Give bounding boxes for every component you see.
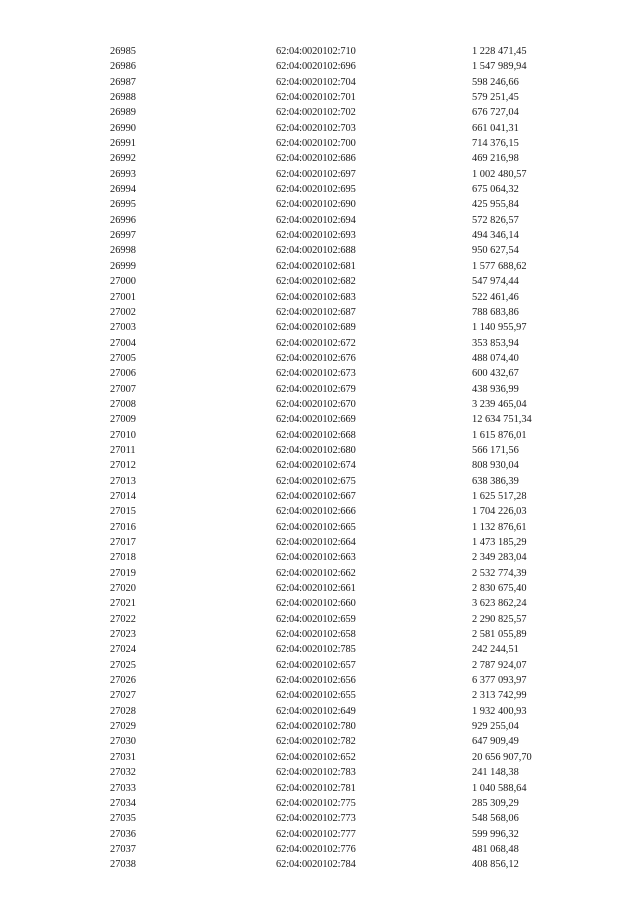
- cadastral-value-table: [110, 44, 580, 873]
- table-row: [110, 704, 580, 719]
- cadastral-value: 1 473 185,29: [472, 537, 527, 548]
- cadastral-value: 579 251,45: [472, 92, 519, 104]
- table-row: [110, 443, 580, 458]
- row-number: 26987: [110, 76, 136, 88]
- table-row: [110, 228, 580, 243]
- row-number: 26997: [110, 230, 136, 242]
- table-row: [110, 44, 580, 59]
- table-row: [110, 259, 580, 274]
- cadastral-number: 62:04:0020102:672: [276, 337, 356, 349]
- cadastral-number: 62:04:0020102:661: [276, 583, 356, 595]
- cadastral-value: 647 909,49: [472, 736, 519, 748]
- row-number: 27016: [110, 521, 136, 533]
- cadastral-number: 62:04:0020102:669: [276, 414, 356, 426]
- cadastral-number: 62:04:0020102:700: [276, 138, 356, 150]
- row-number: 26992: [110, 153, 136, 165]
- row-number: 27026: [110, 675, 136, 687]
- row-number: 27036: [110, 828, 136, 840]
- cadastral-value: 2 313 742,99: [472, 690, 527, 702]
- cadastral-number: 62:04:0020102:780: [276, 721, 356, 733]
- cadastral-number: 62:04:0020102:777: [276, 828, 356, 840]
- row-number: 27000: [110, 276, 136, 288]
- row-number: 27027: [110, 690, 136, 702]
- cadastral-value: 788 683,86: [472, 306, 519, 318]
- row-number: 26991: [110, 138, 136, 150]
- cadastral-value: 1 547 989,94: [472, 61, 527, 73]
- row-number: 27030: [110, 736, 136, 748]
- cadastral-value: 20 656 907,70: [472, 751, 532, 763]
- cadastral-number: 62:04:0020102:681: [276, 260, 356, 272]
- cadastral-number: 62:04:0020102:668: [276, 429, 356, 441]
- row-number: 27008: [110, 398, 136, 410]
- cadastral-number: 62:04:0020102:666: [276, 506, 356, 518]
- cadastral-value: 438 936,99: [472, 383, 519, 395]
- table-row: [110, 642, 580, 657]
- table-row: [110, 827, 580, 842]
- cadastral-value: 950 627,54: [472, 245, 519, 257]
- cadastral-number: 62:04:0020102:649: [276, 705, 356, 717]
- cadastral-value: 1 625 517,28: [472, 490, 527, 502]
- table-row: [110, 428, 580, 443]
- table-row: [110, 796, 580, 811]
- table-row: [110, 688, 580, 703]
- cadastral-number: 62:04:0020102:784: [276, 859, 356, 871]
- row-number: 26995: [110, 199, 136, 211]
- cadastral-number: 62:04:0020102:667: [276, 490, 356, 502]
- row-number: 27022: [110, 613, 136, 625]
- cadastral-value: 494 346,14: [472, 230, 519, 242]
- cadastral-value: 3 239 465,04: [472, 398, 527, 410]
- table-row: [110, 781, 580, 796]
- cadastral-value: 353 853,94: [472, 337, 519, 349]
- cadastral-number: 62:04:0020102:781: [276, 782, 356, 794]
- row-number: 27007: [110, 383, 136, 395]
- row-number: 26996: [110, 214, 136, 226]
- row-number: 27032: [110, 767, 136, 779]
- cadastral-value: 599 996,32: [472, 828, 519, 840]
- cadastral-value: 469 216,98: [472, 153, 519, 165]
- cadastral-value: 242 244,51: [472, 644, 519, 656]
- cadastral-value: 661 041,31: [472, 122, 519, 134]
- table-row: [110, 627, 580, 642]
- row-number: 27037: [110, 843, 136, 855]
- row-number: 27021: [110, 598, 136, 610]
- cadastral-number: 62:04:0020102:670: [276, 398, 356, 410]
- cadastral-number: 62:04:0020102:659: [276, 613, 356, 625]
- cadastral-number: 62:04:0020102:665: [276, 521, 356, 533]
- table-row: [110, 612, 580, 627]
- cadastral-value: 2 787 924,07: [472, 659, 527, 671]
- row-number: 26994: [110, 184, 136, 196]
- cadastral-value: 929 255,04: [472, 721, 519, 733]
- cadastral-value: 1 228 471,45: [472, 46, 527, 57]
- cadastral-value: 598 246,66: [472, 76, 519, 88]
- table-row: [110, 504, 580, 519]
- row-number: 27020: [110, 583, 136, 595]
- row-number: 26990: [110, 122, 136, 134]
- row-number: 27031: [110, 751, 136, 763]
- cadastral-value: 1 615 876,01: [472, 429, 527, 441]
- cadastral-value: 3 623 862,24: [472, 598, 527, 610]
- table-row: [110, 366, 580, 381]
- cadastral-value: 285 309,29: [472, 797, 519, 809]
- cadastral-number: 62:04:0020102:775: [276, 797, 356, 809]
- row-number: 27001: [110, 291, 136, 303]
- row-number: 26999: [110, 260, 136, 272]
- cadastral-number: 62:04:0020102:673: [276, 368, 356, 380]
- table-row: [110, 750, 580, 765]
- cadastral-number: 62:04:0020102:690: [276, 199, 356, 211]
- table-row: [110, 59, 580, 74]
- cadastral-value: 1 932 400,93: [472, 705, 527, 717]
- row-number: 27010: [110, 429, 136, 441]
- cadastral-number: 62:04:0020102:703: [276, 122, 356, 134]
- cadastral-number: 62:04:0020102:652: [276, 751, 356, 763]
- row-number: 27029: [110, 721, 136, 733]
- row-number: 27006: [110, 368, 136, 380]
- table-row: [110, 397, 580, 412]
- cadastral-number: 62:04:0020102:782: [276, 736, 356, 748]
- row-number: 27004: [110, 337, 136, 349]
- cadastral-number: 62:04:0020102:773: [276, 813, 356, 825]
- table-row: [110, 596, 580, 611]
- cadastral-value: 425 955,84: [472, 199, 519, 211]
- table-row: [110, 351, 580, 366]
- cadastral-value: 2 532 774,39: [472, 567, 527, 579]
- table-row: [110, 105, 580, 120]
- table-row: [110, 842, 580, 857]
- table-row: [110, 274, 580, 289]
- table-row: [110, 305, 580, 320]
- table-row: [110, 320, 580, 335]
- row-number: 27013: [110, 475, 136, 487]
- cadastral-value: 6 377 093,97: [472, 675, 527, 687]
- table-row: [110, 382, 580, 397]
- table-row: [110, 658, 580, 673]
- row-number: 27023: [110, 629, 136, 641]
- table-row: [110, 75, 580, 90]
- table-row: [110, 243, 580, 258]
- table-row: [110, 458, 580, 473]
- row-number: 26989: [110, 107, 136, 119]
- cadastral-number: 62:04:0020102:689: [276, 322, 356, 334]
- row-number: 27002: [110, 306, 136, 318]
- table-row: [110, 520, 580, 535]
- row-number: 26985: [110, 46, 136, 57]
- table-row: [110, 673, 580, 688]
- cadastral-number: 62:04:0020102:663: [276, 552, 356, 564]
- row-number: 27034: [110, 797, 136, 809]
- cadastral-number: 62:04:0020102:664: [276, 537, 356, 548]
- cadastral-number: 62:04:0020102:704: [276, 76, 356, 88]
- row-number: 27019: [110, 567, 136, 579]
- row-number: 27038: [110, 859, 136, 871]
- cadastral-number: 62:04:0020102:657: [276, 659, 356, 671]
- row-number: 26988: [110, 92, 136, 104]
- cadastral-value: 548 568,06: [472, 813, 519, 825]
- cadastral-number: 62:04:0020102:679: [276, 383, 356, 395]
- cadastral-number: 62:04:0020102:696: [276, 61, 356, 73]
- cadastral-value: 676 727,04: [472, 107, 519, 119]
- cadastral-number: 62:04:0020102:783: [276, 767, 356, 779]
- table-row: [110, 566, 580, 581]
- cadastral-number: 62:04:0020102:695: [276, 184, 356, 196]
- row-number: 26993: [110, 168, 136, 180]
- table-row: [110, 290, 580, 305]
- cadastral-value: 547 974,44: [472, 276, 519, 288]
- table-row: [110, 474, 580, 489]
- table-row: [110, 811, 580, 826]
- row-number: 27018: [110, 552, 136, 564]
- cadastral-number: 62:04:0020102:676: [276, 352, 356, 364]
- cadastral-value: 12 634 751,34: [472, 414, 532, 426]
- cadastral-number: 62:04:0020102:655: [276, 690, 356, 702]
- cadastral-value: 2 830 675,40: [472, 583, 527, 595]
- cadastral-number: 62:04:0020102:710: [276, 46, 356, 57]
- cadastral-number: 62:04:0020102:693: [276, 230, 356, 242]
- row-number: 27012: [110, 460, 136, 472]
- table-row: [110, 336, 580, 351]
- cadastral-number: 62:04:0020102:702: [276, 107, 356, 119]
- row-number: 27003: [110, 322, 136, 334]
- cadastral-value: 675 064,32: [472, 184, 519, 196]
- cadastral-value: 566 171,56: [472, 444, 519, 456]
- cadastral-value: 481 068,48: [472, 843, 519, 855]
- cadastral-number: 62:04:0020102:701: [276, 92, 356, 104]
- table-row: [110, 581, 580, 596]
- table-row: [110, 213, 580, 228]
- row-number: 27024: [110, 644, 136, 656]
- table-row: [110, 765, 580, 780]
- cadastral-value: 808 930,04: [472, 460, 519, 472]
- cadastral-value: 2 349 283,04: [472, 552, 527, 564]
- cadastral-number: 62:04:0020102:658: [276, 629, 356, 641]
- cadastral-value: 2 290 825,57: [472, 613, 527, 625]
- row-number: 27009: [110, 414, 136, 426]
- cadastral-value: 714 376,15: [472, 138, 519, 150]
- table-row: [110, 197, 580, 212]
- cadastral-value: 1 002 480,57: [472, 168, 527, 180]
- row-number: 27015: [110, 506, 136, 518]
- cadastral-number: 62:04:0020102:687: [276, 306, 356, 318]
- table-row: [110, 151, 580, 166]
- cadastral-value: 241 148,38: [472, 767, 519, 779]
- cadastral-value: 638 386,39: [472, 475, 519, 487]
- table-row: [110, 719, 580, 734]
- table-row: [110, 857, 580, 872]
- cadastral-number: 62:04:0020102:674: [276, 460, 356, 472]
- row-number: 27017: [110, 537, 136, 548]
- row-number: 26998: [110, 245, 136, 257]
- table-row: [110, 412, 580, 427]
- cadastral-value: 1 132 876,61: [472, 521, 527, 533]
- row-number: 27025: [110, 659, 136, 671]
- row-number: 27028: [110, 705, 136, 717]
- cadastral-number: 62:04:0020102:682: [276, 276, 356, 288]
- row-number: 26986: [110, 61, 136, 73]
- cadastral-number: 62:04:0020102:686: [276, 153, 356, 165]
- cadastral-number: 62:04:0020102:680: [276, 444, 356, 456]
- row-number: 27035: [110, 813, 136, 825]
- table-row: [110, 489, 580, 504]
- cadastral-number: 62:04:0020102:675: [276, 475, 356, 487]
- row-number: 27005: [110, 352, 136, 364]
- cadastral-value: 572 826,57: [472, 214, 519, 226]
- row-number: 27033: [110, 782, 136, 794]
- table-row: [110, 535, 580, 550]
- cadastral-number: 62:04:0020102:688: [276, 245, 356, 257]
- cadastral-value: 1 040 588,64: [472, 782, 527, 794]
- row-number: 27011: [110, 444, 136, 456]
- table-row: [110, 734, 580, 749]
- cadastral-value: 522 461,46: [472, 291, 519, 303]
- cadastral-number: 62:04:0020102:662: [276, 567, 356, 579]
- cadastral-number: 62:04:0020102:776: [276, 843, 356, 855]
- cadastral-number: 62:04:0020102:694: [276, 214, 356, 226]
- cadastral-number: 62:04:0020102:697: [276, 168, 356, 180]
- table-row: [110, 550, 580, 565]
- row-number: 27014: [110, 490, 136, 502]
- table-row: [110, 182, 580, 197]
- cadastral-value: 600 432,67: [472, 368, 519, 380]
- cadastral-number: 62:04:0020102:683: [276, 291, 356, 303]
- cadastral-value: 1 704 226,03: [472, 506, 527, 518]
- cadastral-number: 62:04:0020102:660: [276, 598, 356, 610]
- cadastral-value: 488 074,40: [472, 352, 519, 364]
- cadastral-value: 408 856,12: [472, 859, 519, 871]
- table-row: [110, 90, 580, 105]
- cadastral-value: 2 581 055,89: [472, 629, 527, 641]
- cadastral-number: 62:04:0020102:785: [276, 644, 356, 656]
- cadastral-number: 62:04:0020102:656: [276, 675, 356, 687]
- table-row: [110, 136, 580, 151]
- table-row: [110, 167, 580, 182]
- table-row: [110, 121, 580, 136]
- cadastral-value: 1 140 955,97: [472, 322, 527, 334]
- cadastral-value: 1 577 688,62: [472, 260, 527, 272]
